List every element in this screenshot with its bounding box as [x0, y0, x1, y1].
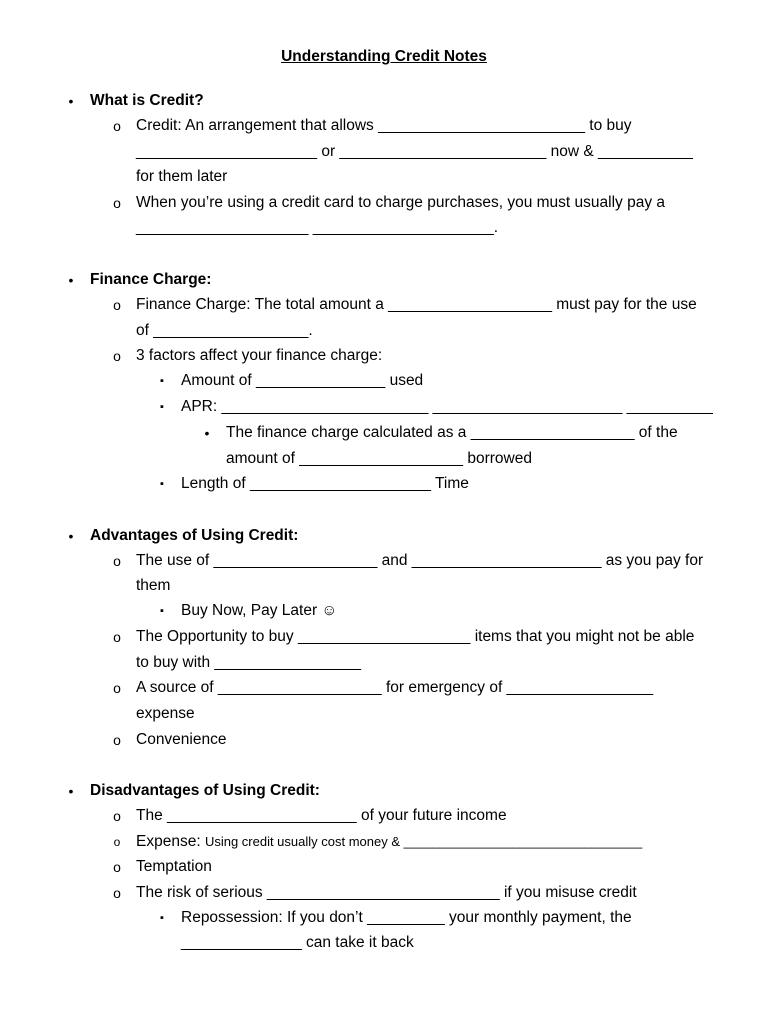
circle-marker: o: [113, 118, 121, 134]
circle-marker: o: [113, 732, 121, 748]
square-marker: ▪: [160, 478, 164, 490]
note-line: The Opportunity to buy ____________________ items that you might not be able: [136, 628, 695, 645]
note-line: ____________________ _____________________.: [136, 219, 499, 236]
note-line: The ______________________ of your future income: [136, 807, 507, 824]
page-title: Understanding Credit Notes: [281, 48, 487, 65]
note-line: _____________________ or ________________________ now & ___________: [136, 143, 693, 160]
note-line: expense: [136, 705, 195, 722]
circle-marker: o: [113, 859, 121, 875]
circle-marker: o: [113, 553, 121, 569]
note-line: [136, 832, 642, 852]
note-line: Temptation: [136, 858, 212, 875]
note-line: Convenience: [136, 731, 227, 748]
note-line: 3 factors affect your finance charge:: [136, 347, 383, 364]
note-line: When you’re using a credit card to charge purchases, you must usually pay a: [136, 194, 665, 211]
expense-detail: Using credit usually cost money & _________________________________: [204, 834, 643, 849]
note-line: amount of ___________________ borrowed: [226, 450, 532, 467]
square-marker: ▪: [160, 375, 164, 387]
section-heading-advantages: Advantages of Using Credit:: [90, 527, 299, 544]
note-line: The risk of serious ___________________________ if you misuse credit: [136, 884, 637, 901]
note-line: APR: ________________________ ______________________ __________: [181, 398, 713, 415]
section-heading-finance-charge: Finance Charge:: [90, 271, 212, 288]
note-line: A source of ___________________ for emergency of _________________: [136, 679, 654, 696]
section-heading-credit: What is Credit?: [90, 92, 204, 109]
note-line: The finance charge calculated as a ___________________ of the: [226, 424, 678, 441]
circle-marker: o: [113, 629, 121, 645]
circle-marker: o: [113, 885, 121, 901]
circle-marker: o: [113, 297, 121, 313]
note-line: Amount of _______________ used: [181, 372, 424, 389]
note-line: for them later: [136, 168, 228, 185]
square-marker: ▪: [160, 912, 164, 924]
note-line: ______________ can take it back: [181, 934, 414, 951]
bullet-marker: •: [68, 272, 74, 288]
bullet-marker: •: [68, 528, 74, 544]
note-line: Repossession: If you don’t _________ your monthly payment, the: [181, 909, 632, 926]
note-line: Credit: An arrangement that allows ________________________ to buy: [136, 117, 632, 134]
square-marker: ▪: [160, 401, 164, 413]
note-line: Length of _____________________ Time: [181, 475, 469, 492]
square-marker: ▪: [160, 605, 164, 617]
circle-marker: o: [113, 680, 121, 696]
note-line: Buy Now, Pay Later ☺: [181, 602, 338, 619]
note-line: of __________________.: [136, 322, 313, 339]
bullet-marker: •: [68, 783, 74, 799]
note-line: The use of ___________________ and ______________________ as you pay for: [136, 552, 704, 569]
note-line: to buy with _________________: [136, 654, 361, 671]
note-line: Finance Charge: The total amount a ___________________ must pay for the use: [136, 296, 697, 313]
circle-marker: o: [113, 808, 121, 824]
circle-marker: o: [113, 348, 121, 364]
circle-marker: o: [113, 195, 121, 211]
expense-label: Expense:: [136, 833, 205, 850]
circle-marker: o: [113, 835, 121, 849]
section-heading-disadvantages: Disadvantages of Using Credit:: [90, 782, 320, 799]
note-line: them: [136, 577, 171, 594]
bullet-marker: •: [204, 425, 210, 441]
bullet-marker: •: [68, 93, 74, 109]
